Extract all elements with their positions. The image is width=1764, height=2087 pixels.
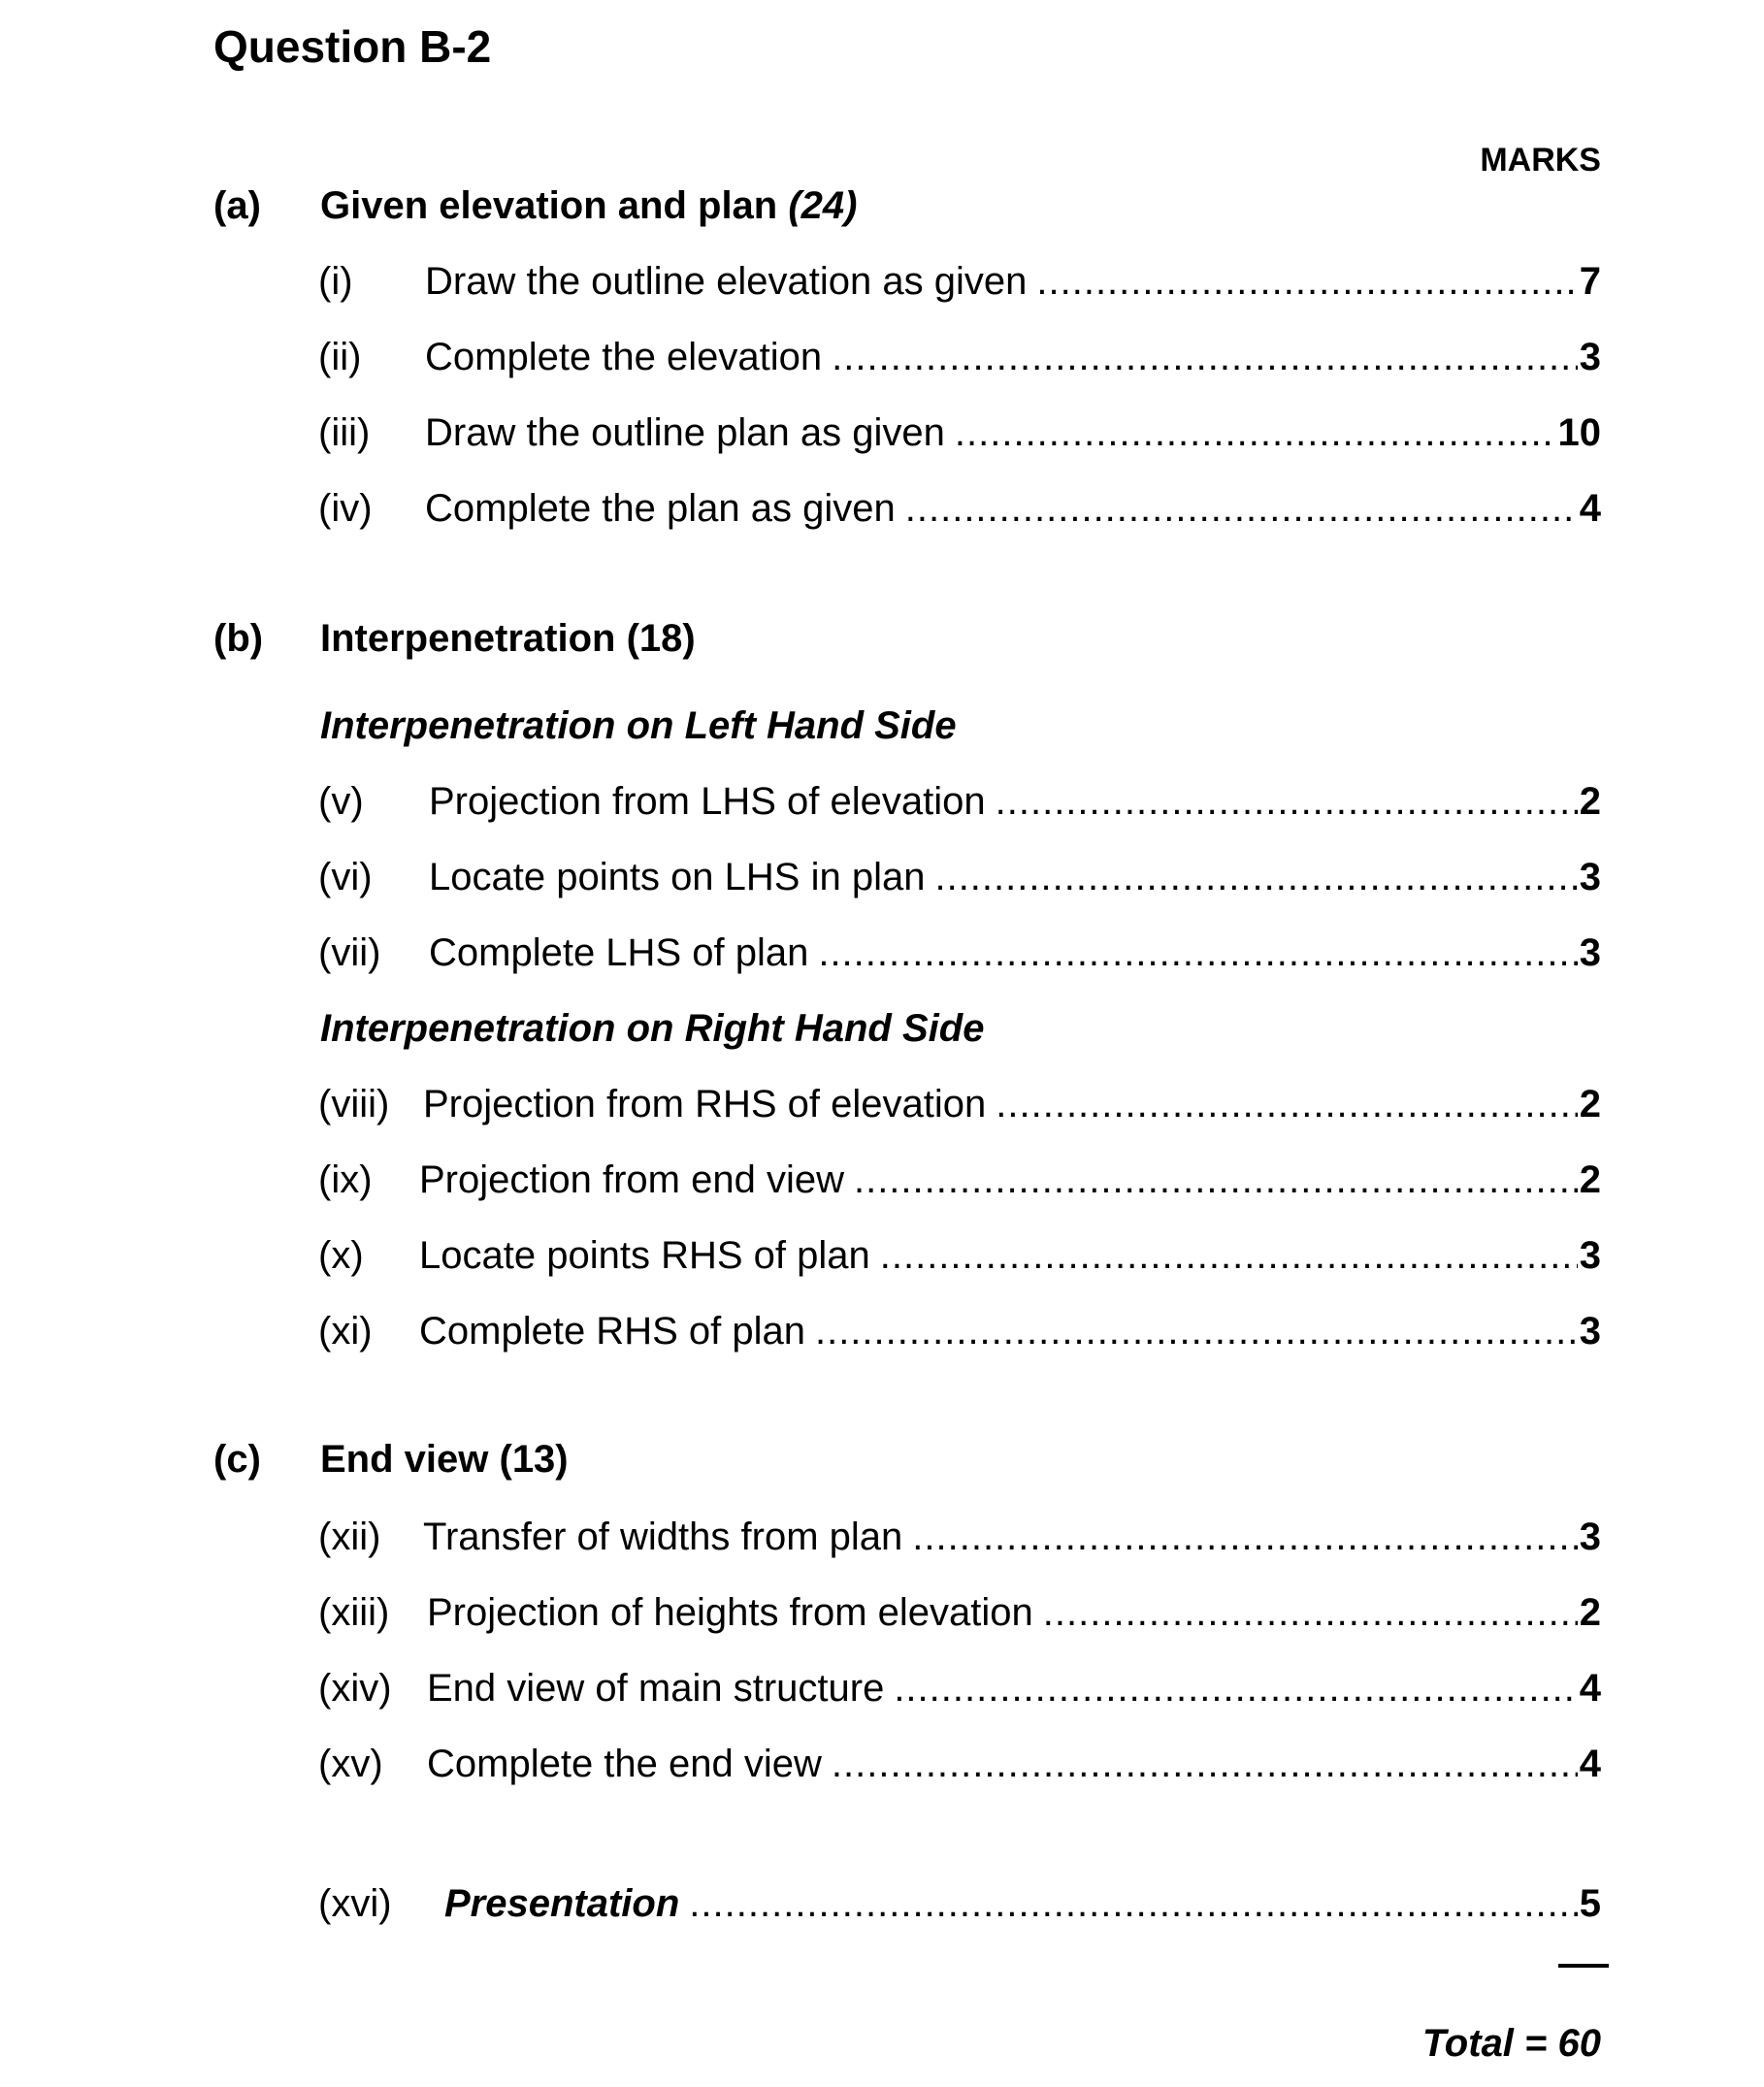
- dot-leader: [854, 1155, 1578, 1205]
- marks-row-vii: [318, 928, 1601, 978]
- section-a-letter: (a): [213, 184, 261, 227]
- item-description: Complete the end view: [427, 1743, 822, 1785]
- item-marks: 4: [1579, 1667, 1601, 1710]
- item-description: Complete LHS of plan: [429, 931, 809, 974]
- item-marks: 3: [1579, 1234, 1601, 1277]
- section-a-title-marks: (24): [788, 184, 858, 227]
- dot-leader: [934, 852, 1577, 902]
- dot-leader: [894, 1663, 1577, 1713]
- item-number: (xii): [318, 1516, 381, 1558]
- dot-leader: [689, 1878, 1577, 1929]
- item-number: (vi): [318, 856, 373, 898]
- item-marks: 2: [1579, 1083, 1601, 1125]
- item-number: (xiii): [318, 1591, 390, 1634]
- item-number: (ix): [318, 1158, 373, 1201]
- dot-leader: [912, 1512, 1577, 1562]
- item-description: Transfer of widths from plan: [423, 1516, 903, 1558]
- item-marks: 10: [1557, 411, 1601, 454]
- total-marks: Total = 60: [1421, 2022, 1601, 2065]
- item-description: Projection from RHS of elevation: [423, 1083, 987, 1125]
- item-description: End view of main structure: [427, 1667, 885, 1710]
- item-number: (xv): [318, 1743, 383, 1785]
- item-description: Locate points on LHS in plan: [429, 856, 926, 898]
- item-marks: 3: [1579, 336, 1601, 378]
- item-description: Presentation: [444, 1882, 680, 1925]
- section-b-title: Interpenetration (18): [320, 617, 696, 660]
- section-a-title: [320, 180, 858, 231]
- page-title: Question B-2: [213, 21, 492, 72]
- lhs-subheading: Interpenetration on Left Hand Side: [320, 704, 957, 747]
- item-number: (x): [318, 1234, 364, 1277]
- item-number: (iii): [318, 411, 371, 454]
- marks-row-x: [318, 1230, 1601, 1281]
- item-description: Complete the elevation: [425, 336, 823, 378]
- dot-leader: [1043, 1587, 1578, 1638]
- item-description: Projection from LHS of elevation: [429, 780, 986, 823]
- marks-row-xi: [318, 1306, 1601, 1356]
- section-c-title: End view (13): [320, 1438, 569, 1481]
- marks-row-xiv: [318, 1663, 1601, 1713]
- item-marks: 7: [1579, 260, 1601, 303]
- item-marks: 4: [1579, 1743, 1601, 1785]
- item-number: (xiv): [318, 1667, 392, 1710]
- item-description: Complete RHS of plan: [419, 1310, 805, 1353]
- item-marks: 2: [1579, 780, 1601, 823]
- dot-leader: [815, 1306, 1578, 1356]
- item-number: (i): [318, 260, 353, 303]
- item-description: Draw the outline plan as given: [425, 411, 945, 454]
- section-a-title-text: Given elevation and plan: [320, 184, 778, 227]
- item-number: (xvi): [318, 1882, 392, 1925]
- marks-row-xiii: [318, 1587, 1601, 1638]
- item-marks: 2: [1579, 1591, 1601, 1634]
- item-marks: 3: [1579, 931, 1601, 974]
- marks-row-v: [318, 776, 1601, 827]
- dot-leader: [955, 408, 1556, 458]
- dot-leader: [905, 483, 1578, 534]
- item-marks: 3: [1579, 856, 1601, 898]
- marks-row-viii: [318, 1079, 1601, 1129]
- dot-leader: [832, 332, 1578, 382]
- dot-leader: [1036, 256, 1577, 307]
- item-description: Complete the plan as given: [425, 487, 896, 530]
- marks-column-header: MARKS: [1480, 142, 1601, 179]
- marks-row-iv: [318, 483, 1601, 534]
- section-b-letter: (b): [213, 617, 264, 660]
- item-number: (viii): [318, 1083, 390, 1125]
- item-marks: 3: [1579, 1310, 1601, 1353]
- section-c-letter: (c): [213, 1438, 261, 1481]
- item-number: (ii): [318, 336, 362, 378]
- dot-leader: [996, 776, 1578, 827]
- marks-row-iii: [318, 408, 1601, 458]
- item-description: Locate points RHS of plan: [419, 1234, 870, 1277]
- marks-row-i: [318, 256, 1601, 307]
- dot-leader: [996, 1079, 1577, 1129]
- item-description: Draw the outline elevation as given: [425, 260, 1028, 303]
- marks-row-xv: [318, 1739, 1601, 1789]
- item-marks: 5: [1579, 1882, 1601, 1925]
- marks-row-vi: [318, 852, 1601, 902]
- item-number: (v): [318, 780, 364, 823]
- item-marks: 3: [1579, 1516, 1601, 1558]
- marks-row-xii: [318, 1512, 1601, 1562]
- item-number: (vii): [318, 931, 381, 974]
- item-description: Projection from end view: [419, 1158, 844, 1201]
- item-description: Projection of heights from elevation: [427, 1591, 1033, 1634]
- marks-row-ix: [318, 1155, 1601, 1205]
- item-marks: 2: [1579, 1158, 1601, 1201]
- dot-leader: [880, 1230, 1578, 1281]
- dot-leader: [832, 1739, 1578, 1789]
- marks-row-ii: [318, 332, 1601, 382]
- item-marks: 4: [1579, 487, 1601, 530]
- marks-row-xvi: [318, 1878, 1601, 1929]
- dot-leader: [818, 928, 1577, 978]
- rhs-subheading: Interpenetration on Right Hand Side: [320, 1007, 985, 1050]
- item-number: (xi): [318, 1310, 373, 1353]
- item-number: (iv): [318, 487, 373, 530]
- total-rule: [1558, 1964, 1609, 1968]
